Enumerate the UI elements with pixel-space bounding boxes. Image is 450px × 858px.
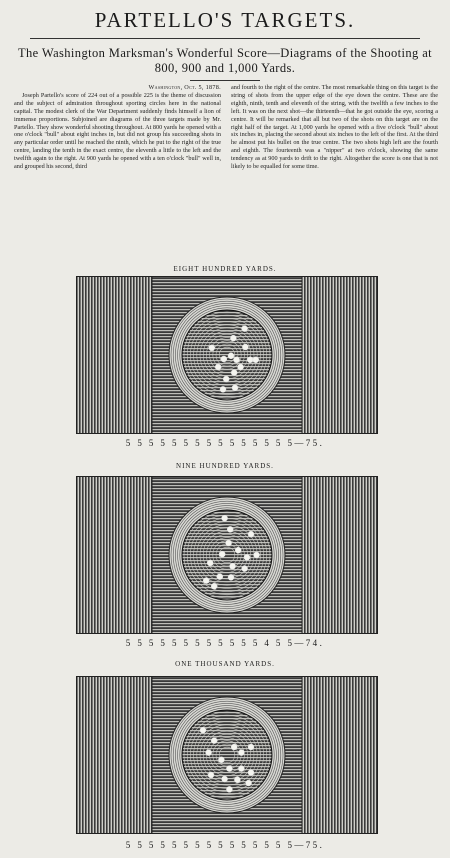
shot-mark: [231, 744, 237, 750]
bullseye: [182, 310, 272, 400]
shot-mark: [207, 560, 213, 566]
shot-mark: [234, 777, 240, 783]
article-column-1: [14, 84, 221, 262]
target-diagram-800: [76, 276, 378, 434]
article-body: [14, 84, 438, 262]
shot-mark: [238, 364, 244, 370]
shot-mark: [203, 578, 209, 584]
target-diagram-900: [76, 476, 378, 634]
shot-mark: [244, 554, 250, 560]
target-label-800: EIGHT HUNDRED YARDS.: [173, 265, 277, 273]
shot-mark: [242, 566, 248, 572]
shot-mark: [226, 786, 232, 792]
shot-mark: [253, 357, 259, 363]
shot-mark: [238, 766, 244, 772]
shot-mark: [238, 750, 244, 756]
article-paragraph-1: Joseph Partello's score of 224 out of a possible 225 is the theme of discussion and the subject of admiration throughout sporting circles here in the national capital. The modest clerk of the War Department suddenly finds himself a lion of immense proportions. Subjoined are diagrams of the three targets made by Mr. Partello. They show wonderful shooting throughout. At 800 yards he opened with a one o'clock "bull" about eight inches in, but did not group his succeeding shots in any particular order until he reached the ninth, which he put to the right of the true centre, landing the tenth in the exact centre, the eleventh a little to the left and the twelfth again to the right. At 900 yards he opened with a ten o'clock "bull" well in, and grouped his second, third: [14, 91, 221, 171]
shot-mark: [220, 386, 226, 392]
dateline: Washington, Oct. 5, 1878.: [148, 84, 221, 91]
shot-mark: [221, 356, 227, 362]
shot-mark: [227, 526, 233, 532]
shot-mark: [206, 750, 212, 756]
shot-mark: [235, 547, 241, 553]
shot-mark: [200, 727, 206, 733]
shot-mark: [209, 345, 215, 351]
shot-mark: [230, 563, 236, 569]
target-label-1000: ONE THOUSAND YARDS.: [175, 660, 275, 668]
shot-mark: [234, 357, 240, 363]
subheadline: The Washington Marksman's Wonderful Score—Diagrams of the Shooting at 800, 900 and 1,000 Yards.: [17, 46, 433, 75]
shot-mark: [242, 326, 248, 332]
headline: PARTELLO'S TARGETS.: [94, 8, 356, 32]
headline-rule: [30, 38, 420, 39]
shot-mark: [223, 376, 229, 382]
shot-mark: [222, 776, 228, 782]
shot-mark: [242, 344, 248, 350]
article-paragraph-2: and fourth to the right of the centre. The most remarkable thing on this target is the string of shots from the upper edge of the eye down the centre. These are the eighth, ninth, tenth and eleventh of the string, with the twelfth a few inches to the left. It was on the next shot—the thirteenth—that he got outside the eye, scoring a centre. It will be remarked that all but two of the shots on this target are on the right half of the target. At 1,000 yards he opened with a five o'clock "bull" about six inches in, placing the second about six inches to the left of the first. At the third he almost put his bullet on the true centre. The two shots high left are the fourth and eighth. The fourteenth was a "nipper" at two o'clock, showing the same tendency as at 900 yards to drift to the right. Altogether the score is one that is not likely to be equalled for some time.: [231, 84, 438, 171]
score-line-900: 5 5 5 5 5 5 5 5 5 5 5 5 4 5 5—74.: [125, 638, 325, 648]
subhead-rule: [190, 80, 260, 81]
shot-mark: [248, 744, 254, 750]
target-label-900: NINE HUNDRED YARDS.: [176, 462, 274, 470]
shot-mark: [211, 583, 217, 589]
shot-mark: [228, 353, 234, 359]
shot-mark: [248, 770, 254, 776]
shot-mark: [228, 574, 234, 580]
bullseye: [182, 710, 272, 800]
shot-mark: [246, 780, 252, 786]
score-line-1000: 5 5 5 5 5 5 5 5 5 5 5 5 5 5 5—75.: [125, 840, 325, 850]
shot-mark: [248, 531, 254, 537]
shot-mark: [215, 364, 221, 370]
shot-mark: [226, 766, 232, 772]
shot-mark: [247, 357, 253, 363]
shot-mark: [219, 551, 225, 557]
score-line-800: 5 5 5 5 5 5 5 5 5 5 5 5 5 5 5—75.: [125, 438, 325, 448]
shot-mark: [226, 540, 232, 546]
target-diagram-1000: [76, 676, 378, 834]
shot-mark: [222, 515, 228, 521]
article-column-2: [231, 84, 438, 262]
shot-mark: [208, 772, 214, 778]
shot-mark: [254, 552, 260, 558]
shot-mark: [218, 757, 224, 763]
shot-mark: [230, 335, 236, 341]
shot-mark: [217, 574, 223, 580]
shot-mark: [232, 385, 238, 391]
shot-mark: [211, 738, 217, 744]
shot-mark: [231, 370, 237, 376]
